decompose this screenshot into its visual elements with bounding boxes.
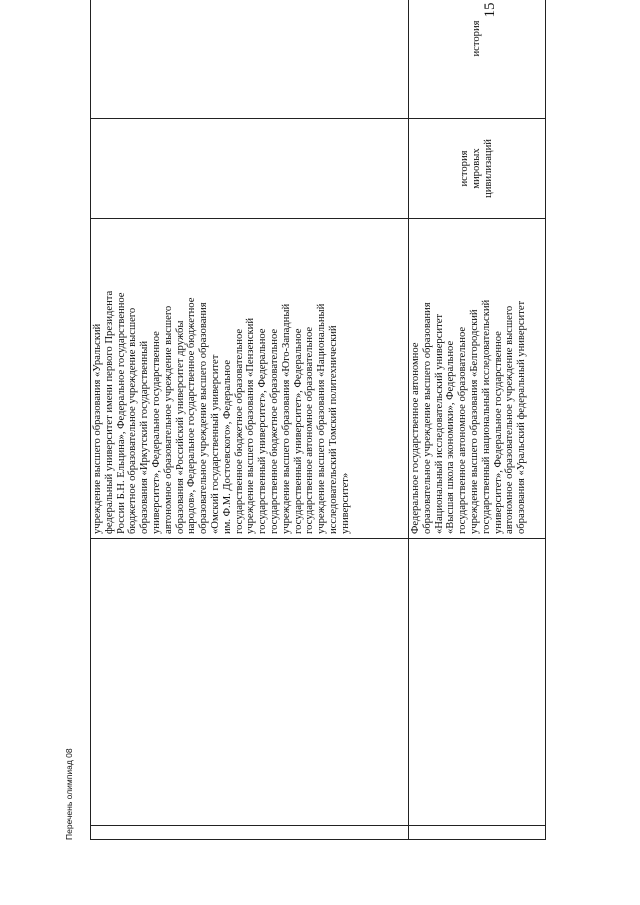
text-line: государственный национальный исследовательский	[480, 299, 492, 534]
text-line: университет»	[339, 472, 351, 534]
text-line: государственное автономное образовательное	[457, 326, 469, 534]
table-cell-name	[91, 539, 409, 826]
text-line: государственное автономное образовательное	[304, 326, 316, 534]
text-line: образовательное учреждение высшего образования	[198, 302, 210, 534]
text-line: государственный университет», Федеральное	[292, 328, 304, 534]
text-line: Федеральное государственное автономное	[410, 342, 421, 534]
text-line: «Высшая школа экономики», Федеральное	[445, 340, 457, 534]
table-cell-profile	[409, 119, 546, 219]
text-line: народов», Федеральное государственное бюджетное	[186, 297, 198, 534]
table-cell-organizers	[409, 219, 546, 539]
rotated-page	[64, 2, 545, 840]
text-line: государственное бюджетное образовательное	[233, 328, 245, 534]
text-line: учреждение высшего образования «Национальный	[316, 303, 328, 534]
olympiad-table	[90, 0, 546, 840]
table-cell-subject	[409, 0, 546, 119]
text-line: исследовательский Томский политехнический	[327, 325, 339, 534]
table-cell-organizers	[91, 219, 409, 539]
table-cell-subject	[91, 0, 409, 119]
page-number: 15	[482, 2, 498, 18]
footer-note: Перечень олимпиад 08	[64, 748, 74, 840]
text-line: государственное бюджетное образовательное	[268, 328, 280, 534]
text-line: им. Ф.М. Достоевского», Федеральное	[221, 359, 233, 534]
table-row	[91, 0, 409, 840]
text-line: университет», Федеральное государственное	[492, 331, 504, 534]
text-line: федеральный университет имени первого Президента	[103, 290, 115, 534]
table-row	[409, 0, 546, 840]
table-cell-index	[409, 826, 546, 840]
text-line: образования «Уральский федеральный университет	[516, 300, 528, 534]
table-cell-index	[91, 826, 409, 840]
text-line: образования «Иркутский государственный	[139, 341, 151, 534]
text-line: России Б.Н. Ельцина», Федеральное государственное	[115, 292, 127, 534]
text-line: образовательное учреждение высшего образования	[421, 302, 433, 534]
organizers-text	[409, 219, 529, 538]
text-line: университет», Федеральное государственное	[150, 331, 162, 534]
text-line: автономное образовательное учреждение высшего	[162, 305, 174, 534]
text-line: «Омский государственный университет	[209, 354, 221, 534]
organizers-text	[91, 219, 353, 538]
text-line: учреждение высшего образования «Пензенский	[245, 317, 257, 534]
table-cell-name	[409, 539, 546, 826]
text-line: «Национальный исследовательский университет	[433, 313, 445, 534]
text-line: учреждение высшего образования «Юго-Западный	[280, 303, 292, 534]
profile-text: история мировых цивилизаций	[459, 139, 494, 198]
text-line: образования «Российский университет дружбы	[174, 320, 186, 534]
subject-text: история	[471, 20, 483, 57]
table-cell-profile	[91, 119, 409, 219]
text-line: автономное образовательное учреждение высшего	[504, 305, 516, 534]
text-line: государственный университет», Федеральное	[257, 328, 269, 534]
text-line: учреждение высшего образования «Белгородский	[468, 309, 480, 534]
text-line: учреждение высшего образования «Уральский	[92, 323, 103, 534]
text-line: бюджетное образовательное учреждение высшего	[127, 307, 139, 534]
